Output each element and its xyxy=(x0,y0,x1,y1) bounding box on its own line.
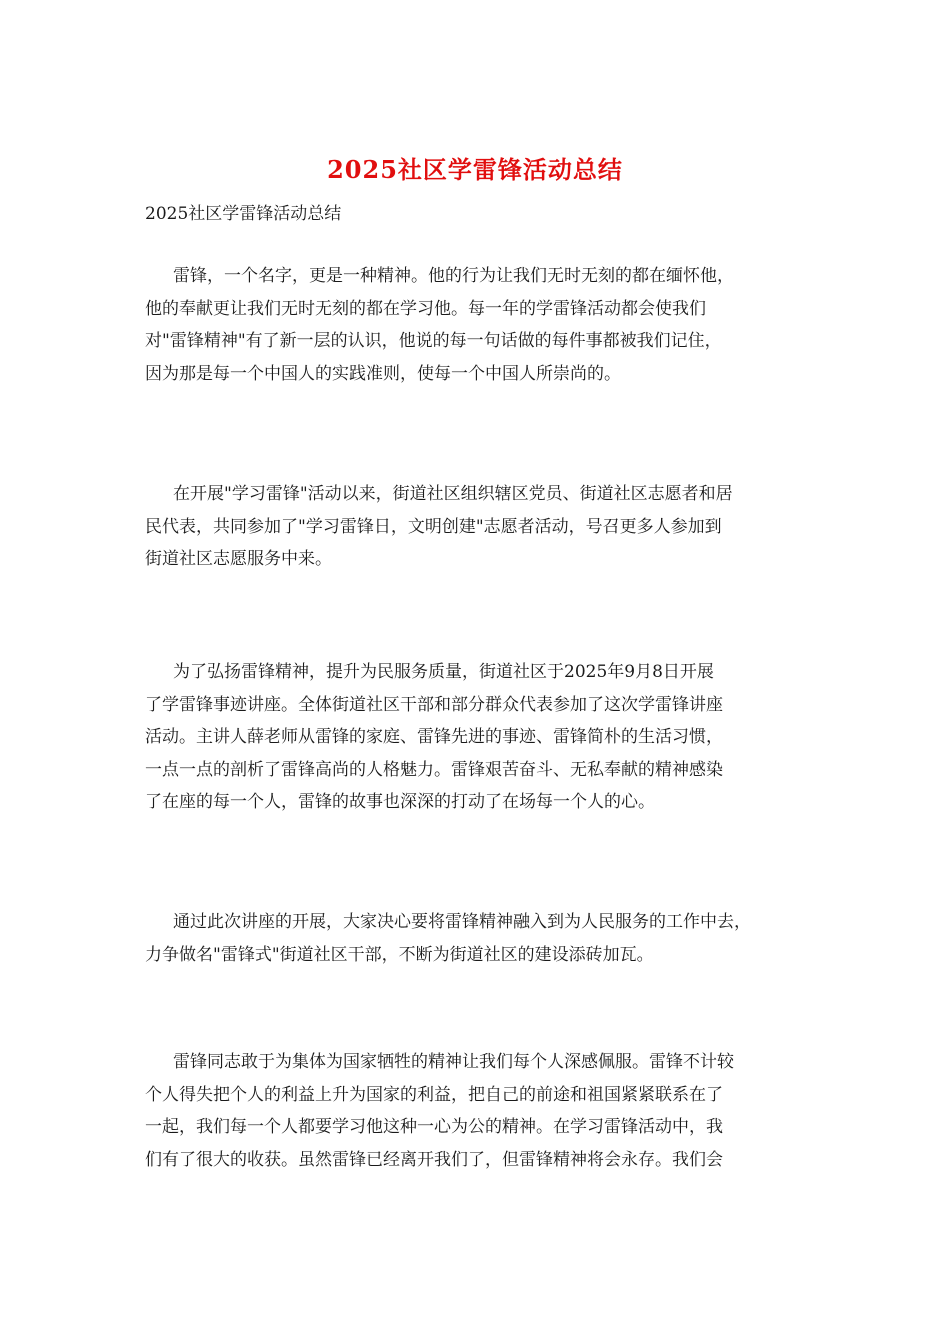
paragraph-line: 了在座的每一个人，雷锋的故事也深深的打动了在场每一个人的心。 xyxy=(145,792,655,812)
paragraph-line: 因为那是每一个中国人的实践准则，使每一个中国人所崇尚的。 xyxy=(145,363,621,384)
paragraph-5 xyxy=(145,1046,825,1176)
document-subtitle: 2025社区学雷锋活动总结 xyxy=(145,204,342,224)
paragraph-line: 他的奉献更让我们无时无刻的都在学习他。每一年的学雷锋活动都会使我们 xyxy=(145,298,706,319)
paragraph-line: 在开展"学习雷锋"活动以来，街道社区组织辖区党员、街道社区志愿者和居 xyxy=(173,484,733,504)
paragraph-line: 一起，我们每一个人都要学习他这种一心为公的精神。在学习雷锋活动中，我 xyxy=(145,1117,723,1137)
paragraph-line: 个人得失把个人的利益上升为国家的利益，把自己的前途和祖国紧紧联系在了 xyxy=(145,1084,723,1105)
paragraph-line: 对"雷锋精神"有了新一层的认识，他说的每一句话做的每件事都被我们记住， xyxy=(145,331,722,351)
paragraph-2 xyxy=(145,478,825,576)
paragraph-line: 一点一点的剖析了雷锋高尚的人格魅力。雷锋艰苦奋斗、无私奉献的精神感染 xyxy=(145,759,723,780)
paragraph-line: 街道社区志愿服务中来。 xyxy=(145,549,332,569)
paragraph-3 xyxy=(145,656,825,819)
paragraph-line: 活动。主讲人薛老师从雷锋的家庭、雷锋先进的事迹、雷锋简朴的生活习惯， xyxy=(145,727,723,747)
paragraph-line: 力争做名"雷锋式"街道社区干部，不断为街道社区的建设添砖加瓦。 xyxy=(145,944,654,965)
paragraph-1 xyxy=(145,260,825,390)
paragraph-4 xyxy=(145,906,825,971)
paragraph-line: 通过此次讲座的开展，大家决心要将雷锋精神融入到为人民服务的工作中去， xyxy=(173,912,751,932)
paragraph-line: 了学雷锋事迹讲座。全体街道社区干部和部分群众代表参加了这次学雷锋讲座 xyxy=(145,694,723,715)
paragraph-line: 雷锋，一个名字，更是一种精神。他的行为让我们无时无刻的都在缅怀他， xyxy=(173,266,734,286)
document-title: 2025社区学雷锋活动总结 xyxy=(327,155,623,184)
paragraph-line: 雷锋同志敢于为集体为国家牺牲的精神让我们每个人深感佩服。雷锋不计较 xyxy=(173,1052,734,1072)
paragraph-line: 民代表，共同参加了"学习雷锋日，文明创建"志愿者活动，号召更多人参加到 xyxy=(145,516,722,537)
paragraph-line: 为了弘扬雷锋精神，提升为民服务质量，街道社区于2025年9月8日开展 xyxy=(173,662,714,682)
paragraph-line: 们有了很大的收获。虽然雷锋已经离开我们了，但雷锋精神将会永存。我们会 xyxy=(145,1149,723,1170)
